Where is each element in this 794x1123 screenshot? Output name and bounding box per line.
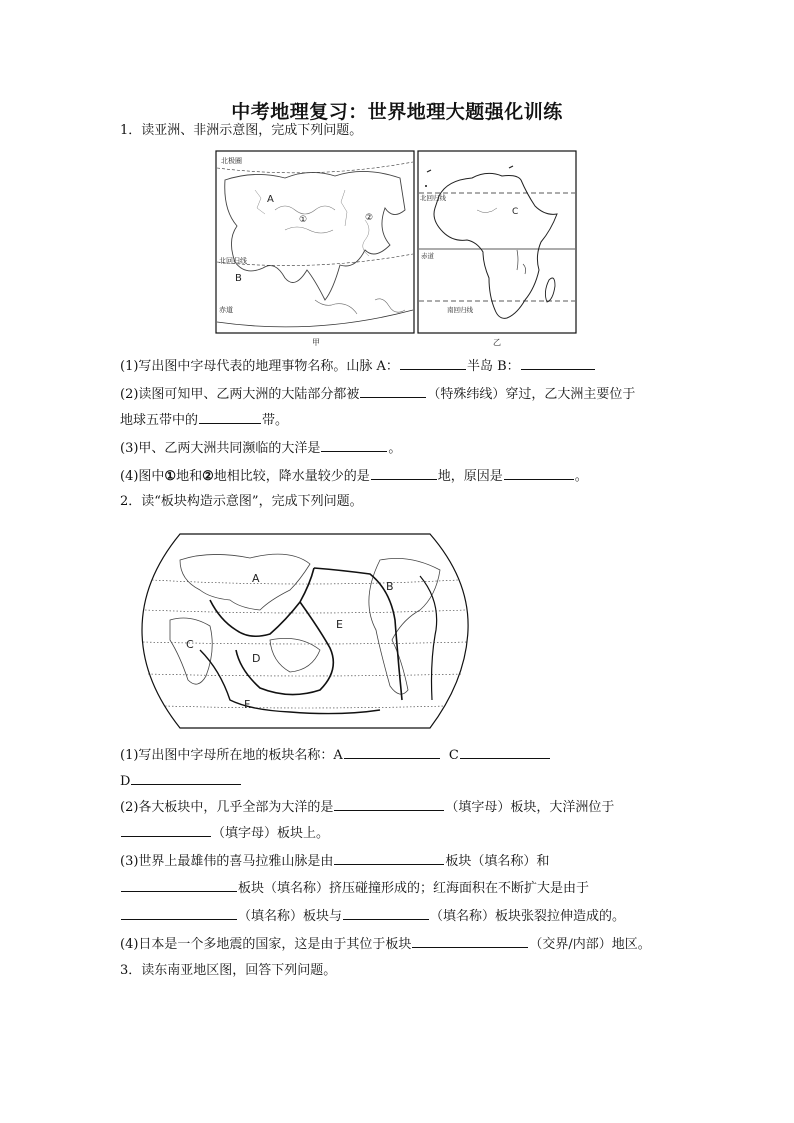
q1-sub1-text-b: 半岛 B： bbox=[466, 359, 520, 374]
q1-sub4-circle1: ① bbox=[164, 469, 177, 484]
q1-sub3-text-a: (3)甲、乙两大洲共同濒临的大洋是 bbox=[120, 441, 321, 456]
map-africa bbox=[417, 150, 579, 346]
answer-blank-q2-3c[interactable] bbox=[121, 906, 237, 920]
q2-sub3-cont1 bbox=[120, 878, 589, 898]
q1-sub2-text-c: 地球五带中的 bbox=[120, 413, 199, 428]
label-circle2: ② bbox=[365, 213, 374, 223]
plate-label-E: E bbox=[336, 618, 343, 631]
q1-sub1-text-a: (1)写出图中字母代表的地理事物名称。山脉 A： bbox=[120, 359, 399, 374]
answer-blank-q2-3b[interactable] bbox=[121, 878, 237, 892]
q2-sub4-text-a: (4)日本是一个多地震的国家，这是由于其位于板块 bbox=[120, 937, 412, 952]
q2-sub3 bbox=[120, 851, 549, 871]
caption-yi: 乙 bbox=[493, 338, 501, 346]
q2-stem: 2．读“板块构造示意图”，完成下列问题。 bbox=[120, 494, 363, 509]
label-arctic-circle: 北极圈 bbox=[221, 157, 242, 165]
plate-label-F: F bbox=[244, 698, 251, 711]
plate-label-B: B bbox=[386, 580, 394, 593]
q1-sub4-circle2: ② bbox=[202, 469, 214, 484]
q2-sub1-text-a: (1)写出图中字母所在地的板块名称：A bbox=[120, 748, 343, 763]
map-asia bbox=[215, 150, 415, 346]
q2-sub3-text-c: 板块（填名称）挤压碰撞形成的；红海面积在不断扩大是由于 bbox=[238, 881, 590, 896]
answer-blank-q2-1a[interactable] bbox=[344, 745, 440, 759]
answer-blank-q2-2a[interactable] bbox=[334, 797, 444, 811]
answer-blank-q1-2b[interactable] bbox=[199, 410, 261, 424]
answer-blank-q2-3d[interactable] bbox=[343, 906, 429, 920]
label-equator: 赤道 bbox=[219, 306, 233, 314]
q1-sub2-text-a: (2)读图可知甲、乙两大洲的大陆部分都被 bbox=[120, 387, 360, 402]
plate-label-D: D bbox=[252, 652, 261, 665]
q2-sub2-text-a: (2)各大板块中，几乎全部为大洋的是 bbox=[120, 800, 334, 815]
q1-sub2-cont bbox=[120, 410, 288, 430]
answer-blank-q2-1d[interactable] bbox=[131, 771, 241, 785]
answer-blank-q1-3[interactable] bbox=[321, 438, 387, 452]
q2-sub3-text-d: （填名称）板块与 bbox=[238, 909, 343, 924]
q1-sub4-text-g: 。 bbox=[574, 469, 588, 484]
answer-blank-q1-4b[interactable] bbox=[504, 466, 574, 480]
q1-sub1 bbox=[120, 356, 596, 376]
plate-label-C: C bbox=[186, 638, 194, 651]
q2-sub2 bbox=[120, 797, 614, 817]
page-title: 中考地理复习：世界地理大题强化训练 bbox=[231, 101, 563, 123]
q2-sub3-cont2 bbox=[120, 906, 625, 926]
plate-label-A: A bbox=[252, 572, 260, 585]
label-A: A bbox=[267, 194, 274, 205]
q2-sub3-text-b: 板块（填名称）和 bbox=[445, 854, 550, 869]
q2-sub1-text-c: D bbox=[120, 774, 131, 789]
label-africa-equator: 赤道 bbox=[421, 252, 434, 260]
q3-stem: 3．读东南亚地区图，回答下列问题。 bbox=[120, 963, 337, 978]
q2-sub4 bbox=[120, 934, 651, 954]
q1-sub4-text-e: 地相比较，降水量较少的是 bbox=[213, 469, 370, 484]
answer-blank-q1-4a[interactable] bbox=[371, 466, 437, 480]
q1-sub4-text-c: 地和 bbox=[176, 469, 203, 484]
answer-blank-q2-4[interactable] bbox=[412, 934, 528, 948]
q2-sub1 bbox=[120, 745, 551, 765]
q1-sub4 bbox=[120, 466, 588, 486]
q2-sub3-text-e: （填名称）板块张裂拉伸造成的。 bbox=[430, 909, 626, 924]
caption-jia: 甲 bbox=[312, 338, 320, 346]
label-tropic-capricorn: 南回归线 bbox=[447, 306, 473, 314]
q1-sub2 bbox=[120, 384, 635, 404]
label-africa-tropic-cancer: 北回归线 bbox=[420, 194, 446, 202]
answer-blank-q1-1a[interactable] bbox=[400, 356, 466, 370]
q2-sub1-text-b: C bbox=[448, 748, 459, 763]
label-circle1: ① bbox=[299, 215, 308, 225]
q1-sub2-text-d: 带。 bbox=[262, 413, 289, 428]
map-plates bbox=[140, 530, 470, 732]
q1-sub4-text-a: (4)图中 bbox=[120, 469, 165, 484]
label-tropic-cancer: 北回归线 bbox=[219, 257, 247, 265]
q2-sub1-cont bbox=[120, 771, 242, 791]
label-C: C bbox=[512, 207, 519, 217]
q2-sub2-text-c: （填字母）板块上。 bbox=[212, 826, 330, 841]
q2-sub4-text-b: （交界/内部）地区。 bbox=[529, 937, 651, 952]
answer-blank-q1-2a[interactable] bbox=[360, 384, 426, 398]
answer-blank-q2-2b[interactable] bbox=[121, 823, 211, 837]
q2-sub3-text-a: (3)世界上最雄伟的喜马拉雅山脉是由 bbox=[120, 854, 334, 869]
answer-blank-q1-1b[interactable] bbox=[521, 356, 595, 370]
q1-sub2-text-b: （特殊纬线）穿过，乙大洲主要位于 bbox=[427, 387, 636, 402]
answer-blank-q2-3a[interactable] bbox=[334, 851, 444, 865]
answer-blank-q2-1c[interactable] bbox=[460, 745, 550, 759]
q1-sub3-text-b: 。 bbox=[388, 441, 402, 456]
q2-sub2-cont bbox=[120, 823, 329, 843]
label-B: B bbox=[235, 273, 242, 284]
q1-sub4-text-f: 地，原因是 bbox=[437, 469, 503, 484]
q1-sub3 bbox=[120, 438, 401, 458]
q1-stem: 1．读亚洲、非洲示意图，完成下列问题。 bbox=[120, 123, 363, 138]
q2-sub2-text-b: （填字母）板块，大洋洲位于 bbox=[445, 800, 615, 815]
